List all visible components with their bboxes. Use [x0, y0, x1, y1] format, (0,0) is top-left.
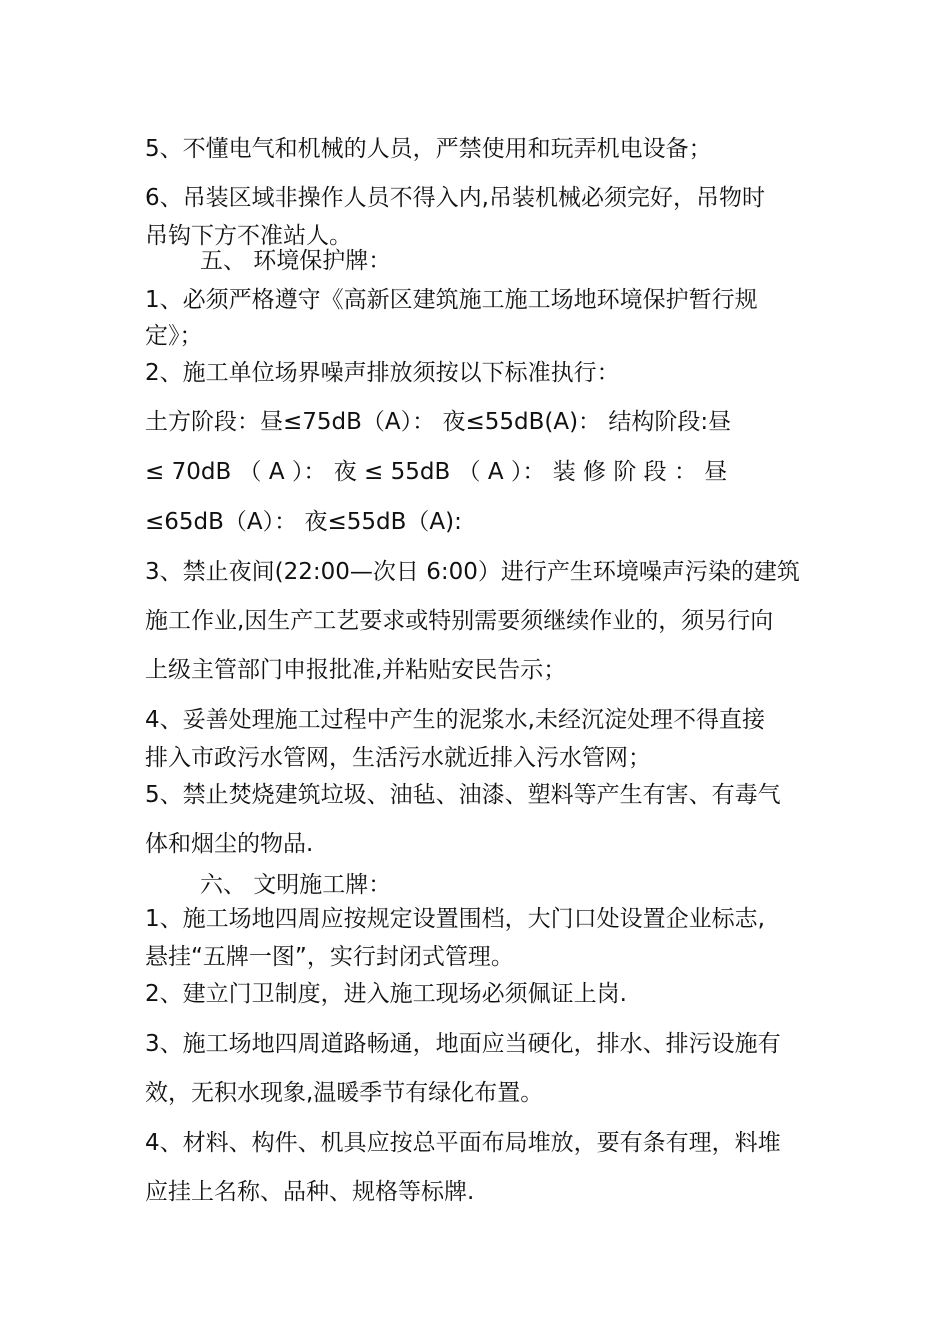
text-line: 定》；	[145, 323, 203, 349]
text-line: 悬挂“五牌一图”，实行封闭式管理。	[145, 944, 514, 970]
text-line: 土方阶段：昼≤75dB（A）： 夜≤55dB(A)： 结构阶段:昼	[145, 409, 732, 435]
section-heading: 五、 环境保护牌：	[200, 248, 392, 274]
section-heading: 六、 文明施工牌：	[200, 872, 392, 898]
text-line: 4、妥善处理施工过程中产生的泥浆水,未经沉淀处理不得直接	[145, 707, 765, 733]
text-line: 排入市政污水管网，生活污水就近排入污水管网；	[145, 745, 651, 771]
text-line: 5、不懂电气和机械的人员，严禁使用和玩弄机电设备；	[145, 136, 712, 162]
text-line: 1、必须严格遵守《高新区建筑施工施工场地环境保护暂行规	[145, 287, 758, 313]
text-line: 3、施工场地四周道路畅通，地面应当硬化，排水、排污设施有	[145, 1031, 781, 1057]
text-line: 6、吊装区域非操作人员不得入内,吊装机械必须完好，吊物时	[145, 185, 765, 211]
text-line: ≤ 70dB （ A ）： 夜 ≤ 55dB （ A ）： 装 修 阶 段 ： 昼	[145, 459, 728, 485]
text-line: 4、材料、构件、机具应按总平面布局堆放，要有条有理，料堆	[145, 1130, 781, 1156]
text-line: 体和烟尘的物品.	[145, 831, 314, 857]
text-line: 效，无积水现象,温暖季节有绿化布置。	[145, 1080, 544, 1106]
text-line: ≤65dB（A）： 夜≤55dB（A):	[145, 509, 462, 535]
text-line: 5、禁止焚烧建筑垃圾、油毡、油漆、塑料等产生有害、有毒气	[145, 782, 781, 808]
text-line: 2、建立门卫制度，进入施工现场必须佩证上岗.	[145, 981, 627, 1007]
text-line: 施工作业,因生产工艺要求或特别需要须继续作业的，须另行向	[145, 608, 774, 634]
text-line: 吊钩下方不准站人。	[145, 223, 352, 249]
text-line: 3、禁止夜间(22:00—次日 6:00）进行产生环境噪声污染的建筑	[145, 559, 800, 585]
text-line: 1、施工场地四周应按规定设置围档，大门口处设置企业标志,	[145, 906, 765, 932]
text-line: 2、施工单位场界噪声排放须按以下标准执行：	[145, 360, 620, 386]
text-line: 上级主管部门申报批准,并粘贴安民告示；	[145, 657, 567, 683]
text-line: 应挂上名称、品种、规格等标牌.	[145, 1179, 475, 1205]
